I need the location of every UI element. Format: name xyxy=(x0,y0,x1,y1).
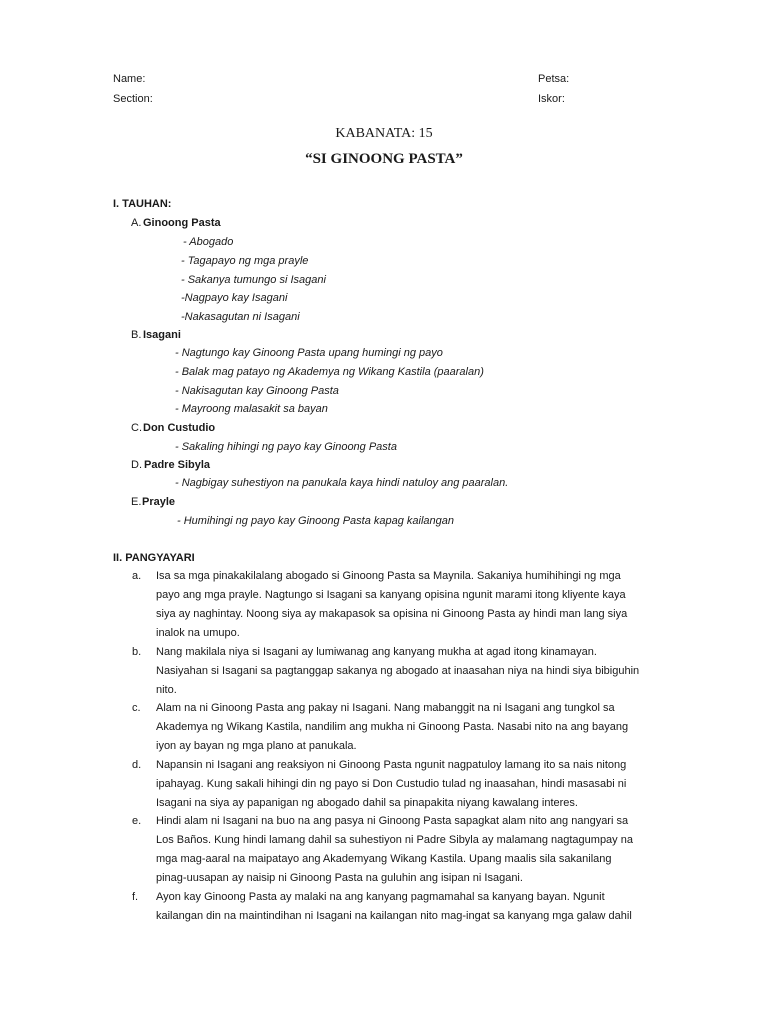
event-paragraph xyxy=(156,699,656,756)
name-label: Name: xyxy=(113,73,146,85)
event-line: siya ay naghintay. Noong siya ay makapasok sa opisina ni Ginoong Pasta ay hindi man lang siya xyxy=(156,608,628,620)
character-trait: - Sakaling hihingi ng payo kay Ginoong Pasta xyxy=(175,441,397,453)
pangyayari-heading: II. PANGYAYARI xyxy=(113,552,195,564)
character-name: Ginoong Pasta xyxy=(143,217,221,229)
petsa-label: Petsa: xyxy=(538,73,570,85)
character-letter: E. xyxy=(131,496,142,508)
event-line: pinag-uusapan ay naisip ni Ginoong Pasta na guluhin ang isipan ni Isagani. xyxy=(156,872,523,884)
character-trait: - Balak mag patayo ng Akademya ng Wikang Kastila (paaralan) xyxy=(175,366,484,378)
event-line: nito. xyxy=(156,684,177,696)
character-trait: -Nagpayo kay Isagani xyxy=(181,292,288,304)
event-line: Alam na ni Ginoong Pasta ang pakay ni Isagani. Nang mabanggit na ni Isagani ang tungkol sa xyxy=(156,702,615,714)
event-line: mga mag-aaral na maipatayo ang Akademyang Wikang Kastila. Upang maalis sila sakanilang xyxy=(156,853,612,865)
character-name: Prayle xyxy=(142,496,176,508)
event-letter: f. xyxy=(132,891,139,903)
event-line: iyon ay bayan ng mga plano at panukala. xyxy=(156,740,357,752)
tauhan-heading: I. TAUHAN: xyxy=(113,198,172,210)
character-trait: - Tagapayo ng mga prayle xyxy=(181,255,309,267)
event-paragraph xyxy=(156,888,656,926)
event-line: Ayon kay Ginoong Pasta ay malaki na ang kanyang pagmamahal sa kanyang bayan. Ngunit xyxy=(156,891,605,903)
event-paragraph xyxy=(156,756,656,813)
kabanata-title: KABANATA: 15 xyxy=(335,126,433,141)
character-trait: - Nakisagutan kay Ginoong Pasta xyxy=(175,385,339,397)
character-name: Padre Sibyla xyxy=(144,459,211,471)
event-line: Isagani na siya ay papanigan ng abogado dahil sa pinapakita niyang kawalang interes. xyxy=(156,797,578,809)
iskor-label: Iskor: xyxy=(538,93,565,105)
event-paragraph xyxy=(156,812,656,888)
character-trait: -Nakasagutan ni Isagani xyxy=(181,311,300,323)
event-paragraph xyxy=(156,643,656,700)
character-trait: - Nagtungo kay Ginoong Pasta upang humingi ng payo xyxy=(175,347,443,359)
event-line: Isa sa mga pinakakilalang abogado si Ginoong Pasta sa Maynila. Sakaniya humihihingi ng mga xyxy=(156,570,621,582)
event-line: ipahayag. Kung sakali hihingi din ng payo si Don Custudio tulad ng inaasahan, hindi masasabi ni xyxy=(156,778,627,790)
section-label: Section: xyxy=(113,93,153,105)
event-line: Nasiyahan si Isagani sa pagtanggap sakanya ng abogado at inaasahan niya na hindi siya bibiguhin xyxy=(156,665,640,677)
character-name: Don Custudio xyxy=(143,422,216,434)
character-letter: C. xyxy=(131,422,142,434)
character-trait: - Sakanya tumungo si Isagani xyxy=(181,274,326,286)
character-letter: D. xyxy=(131,459,142,471)
chapter-title: “SI GINOONG PASTA” xyxy=(305,151,463,167)
event-line: payo ang mga prayle. Nagtungo si Isagani sa kanyang opisina ngunit marami itong kliyente kaya xyxy=(156,589,626,601)
event-line: inalok na umupo. xyxy=(156,627,240,639)
character-trait: - Mayroong malasakit sa bayan xyxy=(175,403,328,415)
event-line: Hindi alam ni Isagani na buo na ang pasya ni Ginoong Pasta sapagkat alam nito ang nangyari sa xyxy=(156,815,629,827)
character-letter: A. xyxy=(131,217,142,229)
character-trait: - Humihingi ng payo kay Ginoong Pasta kapag kailangan xyxy=(177,515,455,527)
event-letter: b. xyxy=(132,646,142,658)
character-trait: - Nagbigay suhestiyon na panukala kaya hindi natuloy ang paaralan. xyxy=(175,477,509,489)
character-letter: B. xyxy=(131,329,142,341)
event-line: Los Baños. Kung hindi lamang dahil sa suhestiyon ni Padre Sibyla ay malamang nagtagumpay na xyxy=(156,834,633,846)
event-line: Napansin ni Isagani ang reaksiyon ni Ginoong Pasta ngunit nagpatuloy lamang ito sa nais nitong xyxy=(156,759,627,771)
event-paragraph xyxy=(156,567,656,643)
event-letter: c. xyxy=(132,702,141,714)
event-line: kailangan din na maintindihan ni Isagani na kailangan nito mag-ingat sa kanyang mga galaw dahil xyxy=(156,910,632,922)
character-name: Isagani xyxy=(143,329,181,341)
event-letter: a. xyxy=(132,570,142,582)
event-letter: e. xyxy=(132,815,142,827)
event-line: Nang makilala niya si Isagani ay lumiwanag ang kanyang mukha at agad itong kinamayan. xyxy=(156,646,597,658)
event-line: Akademya ng Wikang Kastila, nandilim ang mukha ni Ginoong Pasta. Nasabi nito na ang bayang xyxy=(156,721,629,733)
character-trait: - Abogado xyxy=(183,236,234,248)
event-letter: d. xyxy=(132,759,142,771)
